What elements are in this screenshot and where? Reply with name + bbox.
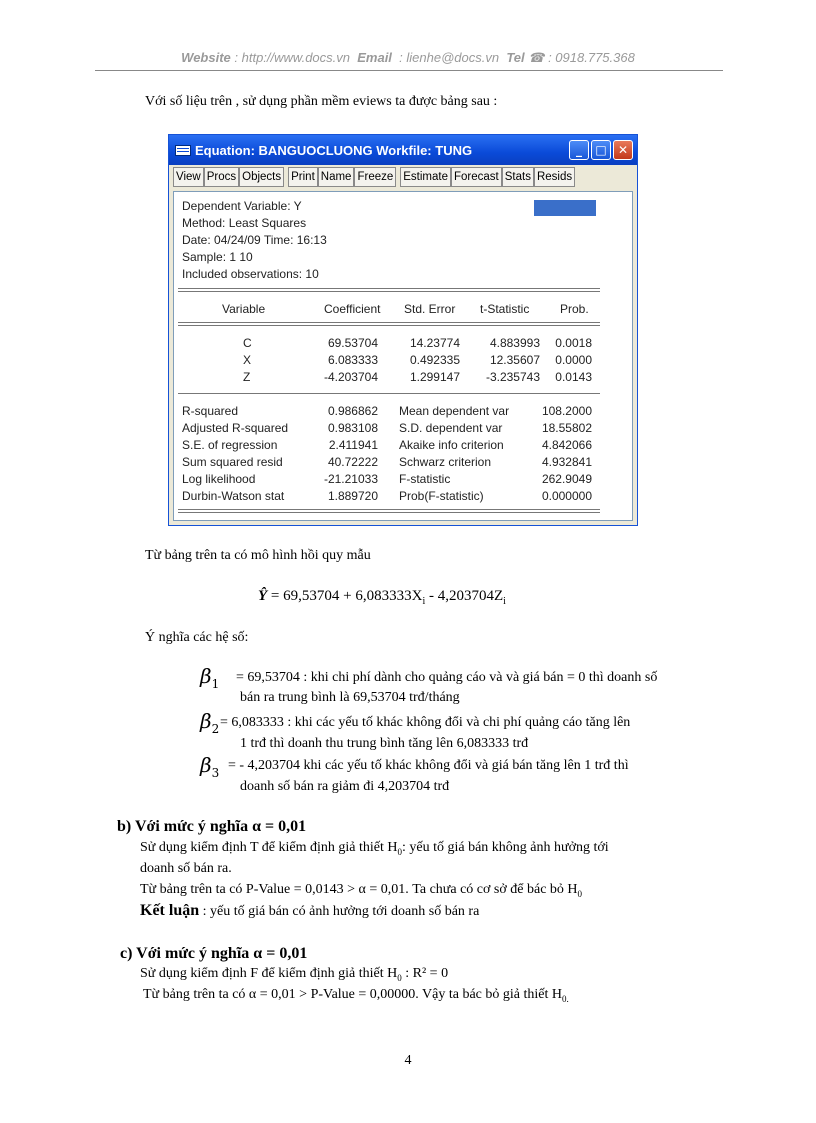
stat-label: S.D. dependent var bbox=[399, 421, 503, 435]
row-prob: 0.0143 bbox=[555, 370, 592, 384]
website-label: Website bbox=[181, 50, 231, 65]
phone-icon: ☎ bbox=[528, 50, 545, 65]
stats-button[interactable]: Stats bbox=[502, 167, 534, 187]
beta-1-symbol: $\beta_1$ bbox=[200, 664, 220, 691]
toolbar-group-2 bbox=[288, 167, 396, 187]
stat-label: Akaike info criterion bbox=[399, 438, 504, 452]
estimate-button[interactable]: Estimate bbox=[400, 167, 451, 187]
row-variable: Z bbox=[243, 370, 251, 384]
section-c-line-1: Sử dụng kiểm định F để kiểm định giả thiết $H_0$ : R² = 0 bbox=[140, 966, 449, 983]
section-c-heading: c) Với mức ý nghĩa α = 0,01 bbox=[120, 945, 308, 962]
row-std-error: 1.299147 bbox=[409, 370, 460, 384]
toolbar-group-3 bbox=[400, 167, 575, 187]
stat-value: 0.000000 bbox=[541, 489, 592, 503]
info-dependent: Dependent Variable: Y bbox=[182, 199, 302, 213]
stat-label: Schwarz criterion bbox=[399, 455, 492, 469]
resids-button[interactable]: Resids bbox=[534, 167, 575, 187]
equation-part: - 4,203704Z bbox=[425, 588, 504, 604]
stat-label: Durbin-Watson stat bbox=[182, 489, 285, 503]
minimize-button[interactable]: _ bbox=[569, 140, 589, 160]
name-button[interactable]: Name bbox=[318, 167, 355, 187]
info-method: Method: Least Squares bbox=[182, 216, 307, 230]
row-variable: C bbox=[243, 336, 252, 350]
stat-value: 0.986862 bbox=[327, 404, 378, 418]
stat-value: 108.2000 bbox=[541, 404, 592, 418]
row-t-statistic: -3.235743 bbox=[485, 370, 540, 384]
header-variable: Variable bbox=[222, 302, 266, 316]
row-prob: 0.0018 bbox=[555, 336, 592, 350]
stat-label: Mean dependent var bbox=[399, 404, 510, 418]
section-b-line-3: Từ bảng trên ta có P-Value = 0,0143 > α = 0,01. Ta chưa có cơ sở để bác bỏ $H_0$ bbox=[140, 882, 583, 899]
window-app-icon bbox=[175, 145, 191, 156]
row-coefficient: -4.203704 bbox=[323, 370, 378, 384]
regression-equation bbox=[258, 588, 506, 607]
procs-button[interactable]: Procs bbox=[204, 167, 239, 187]
stat-label: Adjusted R-squared bbox=[182, 421, 289, 435]
table-bottom-rule bbox=[178, 509, 600, 513]
beta-3-line-1: = - 4,203704 khi các yếu tố khác không đổi và giá bán tăng lên 1 trđ thì bbox=[228, 758, 629, 773]
header-prob: Prob. bbox=[560, 302, 589, 316]
stat-value: 18.55802 bbox=[541, 421, 592, 435]
row-t-statistic: 12.35607 bbox=[489, 353, 540, 367]
stat-label: F-statistic bbox=[399, 472, 451, 486]
model-intro: Từ bảng trên ta có mô hình hồi quy mẫu bbox=[145, 548, 371, 563]
intro-text: Với số liệu trên , sử dụng phần mềm eviews ta được bảng sau : bbox=[145, 94, 498, 109]
row-variable: X bbox=[243, 353, 252, 367]
beta-1-line-2: bán ra trung bình là 69,53704 trđ/tháng bbox=[240, 690, 460, 705]
stat-value: 40.72222 bbox=[327, 455, 378, 469]
tel-label: Tel bbox=[506, 50, 525, 65]
table-mid-rule bbox=[178, 393, 600, 394]
stat-label: Prob(F-statistic) bbox=[399, 489, 484, 503]
beta-2-line-2: 1 trđ thì doanh thu trung bình tăng lên 6,083333 trđ bbox=[240, 736, 529, 751]
forecast-button[interactable]: Forecast bbox=[451, 167, 502, 187]
section-b-line-2: doanh số bán ra. bbox=[140, 861, 232, 876]
page-header bbox=[0, 50, 816, 66]
objects-button[interactable]: Objects bbox=[239, 167, 284, 187]
row-std-error: 0.492335 bbox=[409, 353, 460, 367]
window-title: Equation: BANGUOCLUONG Workfile: TUNG bbox=[195, 143, 473, 158]
header-coefficient: Coefficient bbox=[324, 302, 381, 316]
stat-label: Log likelihood bbox=[182, 472, 256, 486]
header-divider bbox=[95, 70, 723, 71]
website-value: : http://www.docs.vn bbox=[234, 50, 350, 65]
row-prob: 0.0000 bbox=[555, 353, 592, 367]
tel-value: : 0918.775.368 bbox=[548, 50, 635, 65]
info-observations: Included observations: 10 bbox=[182, 267, 319, 281]
table-top-rule bbox=[178, 288, 600, 292]
window-toolbar bbox=[173, 167, 579, 187]
close-button[interactable]: ✕ bbox=[613, 140, 633, 160]
print-button[interactable]: Print bbox=[288, 167, 318, 187]
stat-value: 0.983108 bbox=[327, 421, 378, 435]
selection-highlight bbox=[534, 200, 596, 216]
row-coefficient: 6.083333 bbox=[327, 353, 378, 367]
view-button[interactable]: View bbox=[173, 167, 204, 187]
window-titlebar[interactable] bbox=[169, 135, 637, 165]
stat-value: 4.842066 bbox=[541, 438, 592, 452]
maximize-button[interactable]: □ bbox=[591, 140, 611, 160]
stat-label: Sum squared resid bbox=[182, 455, 283, 469]
equation-subscript: i bbox=[503, 596, 506, 607]
beta-3-line-2: doanh số bán ra giảm đi 4,203704 trđ bbox=[240, 779, 450, 794]
row-t-statistic: 4.883993 bbox=[489, 336, 540, 350]
eviews-window bbox=[168, 134, 638, 526]
row-coefficient: 69.53704 bbox=[327, 336, 378, 350]
table-header-rule bbox=[178, 322, 600, 326]
stat-label: R-squared bbox=[182, 404, 239, 418]
header-t-statistic: t-Statistic bbox=[480, 302, 530, 316]
info-date: Date: 04/24/09 Time: 16:13 bbox=[182, 233, 327, 247]
stat-value: 2.411941 bbox=[328, 438, 378, 452]
beta-1-line-1: = 69,53704 : khi chi phí dành cho quảng cáo và và giá bán = 0 thì doanh số bbox=[236, 670, 658, 685]
page-number: 4 bbox=[404, 1053, 412, 1068]
y-hat-symbol: Ŷ bbox=[258, 588, 268, 604]
email-value: : lienhe@docs.vn bbox=[399, 50, 500, 65]
stat-label: S.E. of regression bbox=[182, 438, 278, 452]
stat-value: 262.9049 bbox=[541, 472, 592, 486]
regression-output bbox=[173, 191, 633, 521]
section-c-line-2: Từ bảng trên ta có α = 0,01 > P-Value = 0,00000. Vậy ta bác bỏ giả thiết $H_{0.}$ bbox=[143, 987, 569, 1004]
beta-2-line-1: = 6,083333 : khi các yếu tố khác không đổi và chi phí quảng cáo tăng lên bbox=[220, 715, 631, 730]
equation-part: = 69,53704 + 6,083333X bbox=[267, 588, 423, 604]
row-std-error: 14.23774 bbox=[409, 336, 460, 350]
section-b-conclusion: Kết luận : yếu tố giá bán có ảnh hưởng tới doanh số bán ra bbox=[140, 902, 480, 919]
meaning-title: Ý nghĩa các hệ số: bbox=[145, 630, 249, 645]
equation-subscript: i bbox=[422, 596, 426, 607]
stat-value: 4.932841 bbox=[541, 455, 592, 469]
header-std-error: Std. Error bbox=[404, 302, 456, 316]
stat-value: -21.21033 bbox=[323, 472, 378, 486]
beta-2-symbol: $\beta_2$ bbox=[200, 709, 220, 736]
freeze-button[interactable]: Freeze bbox=[354, 167, 396, 187]
email-label: Email bbox=[357, 50, 392, 65]
toolbar-group-1 bbox=[173, 167, 284, 187]
section-b-heading: b) Với mức ý nghĩa α = 0,01 bbox=[117, 818, 307, 835]
stat-value: 1.889720 bbox=[327, 489, 378, 503]
beta-3-symbol: $\beta_3$ bbox=[200, 753, 220, 780]
info-sample: Sample: 1 10 bbox=[182, 250, 253, 264]
section-b-line-1: Sử dụng kiểm định T để kiểm định giả thiết $H_0$: yếu tố giá bán không ảnh hưởng tới bbox=[140, 840, 609, 857]
